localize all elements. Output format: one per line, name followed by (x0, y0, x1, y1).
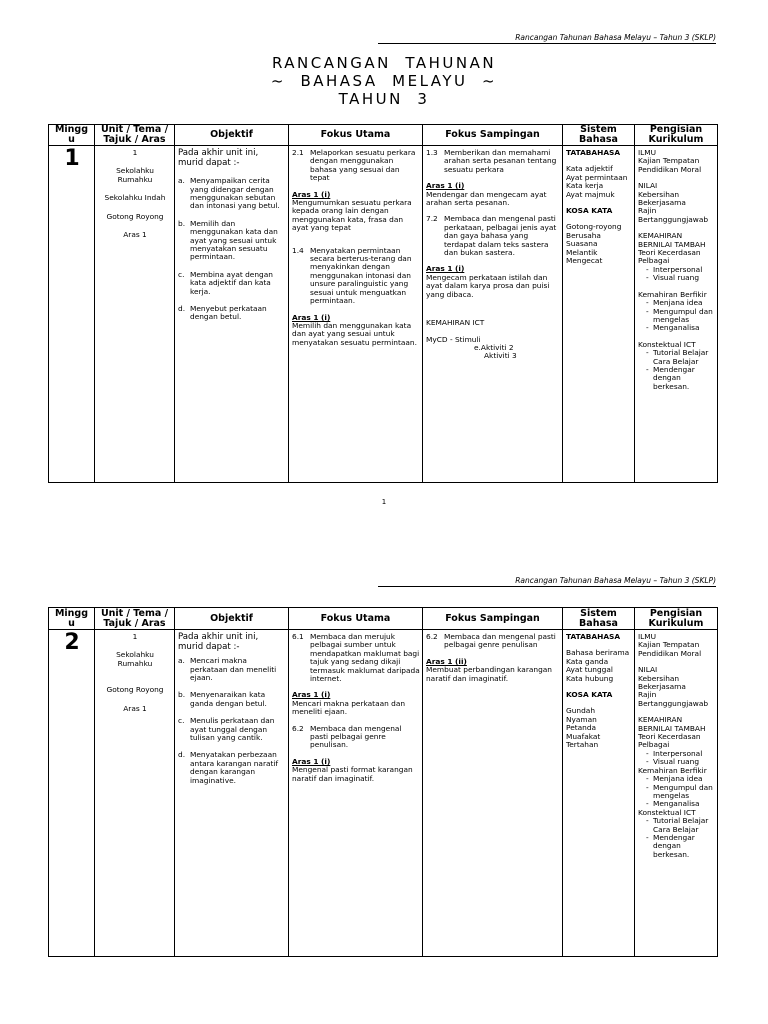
unit-number: 1 (132, 632, 138, 641)
standard-text: Membaca dan merujuk pelbagai sumber untuk mendapatkan maklumat bagi tajuk yang sedang dikaji termasuk maklumat daripada internet. (310, 632, 420, 684)
ilmu-heading: ILMU (638, 148, 657, 157)
standard-number: 7.2 (426, 214, 438, 224)
kontekstual-heading: Konstektual ICT (638, 807, 696, 817)
list-item: Muafakat (566, 731, 601, 741)
standard-number: 2.1 (292, 148, 304, 157)
list-item: Kata kerja (566, 181, 604, 191)
tatabahasa-heading: TATABAHASA (566, 632, 621, 641)
objective-text: Menyebut perkataan dengan betul. (190, 304, 267, 322)
unit-cell (95, 146, 175, 483)
ict-line: Aktiviti 3 (484, 351, 517, 361)
objective-list (178, 657, 286, 785)
aras-label: Aras 1 (i) (292, 756, 331, 766)
standard-number: 6.2 (426, 632, 438, 641)
list-item: Berusaha (566, 230, 601, 240)
kecerdasan-heading: Teori Kecerdasan Pelbagai (638, 732, 701, 750)
ict-line: e.Aktiviti 2 (474, 342, 514, 352)
nilai-heading: NILAI (638, 181, 658, 191)
objective-intro: Pada akhir unit ini, murid dapat :- (178, 148, 259, 168)
list-item (178, 176, 286, 211)
objective-text: Menyampaikan cerita yang didengar dengan menggunakan sebutan dan intonasi yang betul. (190, 176, 280, 211)
aras-text: Mencari makna perkataan dan meneliti ejaan. (292, 698, 406, 717)
sistem-bahasa-cell (563, 146, 635, 483)
standard-item (292, 149, 420, 183)
aras-label: Aras 1 (i) (426, 264, 465, 274)
aras-text: Membuat perbandingan karangan naratif dan imaginatif. (426, 665, 552, 683)
list-item: Gotong-royong (566, 222, 622, 232)
plan-table-week-2 (48, 607, 718, 957)
objective-list (178, 177, 286, 322)
standard-number: 1.3 (426, 148, 438, 157)
table-row (49, 630, 718, 957)
standard-item (292, 247, 420, 306)
list-item: Bertanggungjawab (638, 214, 709, 224)
list-item: - Visual ruang (646, 274, 715, 282)
list-item: Bekerjasama (638, 682, 686, 692)
aras-label: Aras 1 (ii) (426, 656, 467, 666)
berfikir-list (638, 299, 715, 333)
list-item (178, 269, 286, 296)
kontekstual-list (638, 349, 715, 391)
aras-label: Aras 1 (i) (292, 690, 331, 700)
list-item: Pendidikan Moral (638, 648, 702, 658)
objective-letter: b. (178, 218, 186, 228)
kontekstual-heading: Konstektual ICT (638, 339, 696, 349)
col-header-unit: Unit / Tema / Tajuk / Aras (95, 608, 175, 630)
standard-item (426, 215, 560, 257)
objektif-cell (175, 630, 289, 957)
fokus-utama-cell (289, 146, 423, 483)
objective-intro: Pada akhir unit ini, murid dapat :- (178, 632, 259, 652)
standard-item (426, 633, 560, 650)
title-line-3: TAHUN 3 (338, 90, 430, 108)
unit-tajuk-2: Gotong Royong (106, 211, 164, 221)
objective-letter: b. (178, 690, 186, 700)
running-head: Rancangan Tahunan Bahasa Melayu – Tahun 3 (SKLP) (515, 576, 716, 585)
kecerdasan-heading: Teori Kecerdasan Pelbagai (638, 248, 701, 266)
list-item: - Mendengar dengan berkesan. (646, 366, 715, 391)
aras-text: Memilih dan menggunakan kata dan ayat yang sesuai untuk menyatakan sesuatu permintaan. (292, 320, 417, 347)
unit-tajuk: Gotong Royong (106, 685, 164, 695)
unit-cell (95, 630, 175, 957)
standard-item (426, 149, 560, 174)
week-number: 2 (49, 630, 95, 957)
list-item: Bertanggungjawab (638, 698, 709, 708)
unit-aras: Aras 1 (123, 230, 147, 240)
standard-item (292, 633, 420, 683)
fokus-utama-cell (289, 630, 423, 957)
list-item: - Mengumpul dan mengelas (646, 784, 715, 801)
standard-text: Membaca dan mengenal pasti perkataan, pelbagai jenis ayat dan gaya bahasa yang terdapat dalam teks sastera dan bukan sastera. (444, 214, 557, 258)
list-item: - Interpersonal (646, 750, 715, 758)
unit-aras: Aras 1 (123, 703, 147, 713)
nilai-heading: NILAI (638, 665, 658, 675)
list-item: Nyaman (566, 714, 597, 724)
list-item: Gundah (566, 706, 595, 716)
standard-text: Membaca dan mengenal pasti pelbagai genre penulisan (444, 632, 556, 650)
kontekstual-list (638, 817, 715, 859)
berfikir-heading: Kemahiran Berfikir (638, 289, 707, 299)
col-header-fokus-utama: Fokus Utama (289, 125, 423, 146)
aras-label: Aras 1 (i) (292, 189, 331, 199)
page-number: 1 (381, 498, 387, 506)
list-item: Kata ganda (566, 656, 609, 666)
objective-letter: d. (178, 304, 186, 314)
aras-text: Mengecam perkataan istilah dan ayat dalam karya prosa dan puisi yang dibaca. (426, 272, 550, 299)
objektif-cell (175, 146, 289, 483)
list-item: Ayat tunggal (566, 665, 613, 675)
header-rule (378, 586, 716, 587)
header-row (49, 125, 718, 146)
col-header-unit: Unit / Tema / Tajuk / Aras (95, 125, 175, 146)
objective-letter: a. (178, 656, 185, 666)
list-item: - Tutorial Belajar Cara Belajar (646, 817, 715, 834)
col-header-minggu: Mingg u (49, 608, 95, 630)
pengisian-cell (635, 630, 718, 957)
standard-text: Memberikan dan memahami arahan serta pesanan tentang sesuatu perkara (444, 148, 557, 174)
objective-text: Mencari makna perkataan dan meneliti ejaan. (190, 656, 277, 682)
standard-text: Menyatakan permintaan secara berterus-terang dan menyakinkan dengan menggunakan intonasi dan unsure paralinguistic yang sesuai untuk menguatkan permintaan. (310, 245, 412, 306)
objective-text: Menulis perkataan dan ayat tunggal dengan tulisan yang cantik. (190, 716, 275, 743)
list-item: Bekerjasama (638, 198, 686, 208)
objective-letter: c. (178, 716, 185, 726)
list-item: - Menganalisa (646, 800, 715, 808)
list-item: Rajin (638, 690, 657, 700)
standard-number: 6.1 (292, 632, 304, 641)
kemahiran-heading: KEMAHIRAN BERNILAI TAMBAH (638, 715, 706, 733)
aras-text: Mengumumkan sesuatu perkara kepada orang lain dengan menggunakan kata, frasa dan ayat yang tepat (292, 198, 412, 233)
kemahiran-heading: KEMAHIRAN BERNILAI TAMBAH (638, 231, 706, 249)
list-item: Ayat majmuk (566, 189, 615, 199)
aras-text: Mengenal pasti format karangan naratif dan imaginatif. (292, 765, 413, 783)
list-item (178, 656, 286, 682)
objective-text: Membina ayat dengan kata adjektif dan kata kerja. (190, 269, 273, 296)
list-item (178, 218, 286, 262)
ict-heading: KEMAHIRAN ICT (426, 318, 485, 328)
col-header-pengisian: Pengisian Kurikulum (635, 125, 718, 146)
week-number: 1 (49, 146, 95, 483)
kecerdasan-list (638, 266, 715, 283)
berfikir-list (638, 775, 715, 809)
header-rule (378, 43, 716, 44)
unit-tema: Sekolahku Rumahku (116, 650, 154, 668)
list-item: Kajian Tempatan (638, 640, 700, 650)
list-item: - Visual ruang (646, 758, 715, 766)
list-item: Kebersihan (638, 189, 680, 199)
unit-tema: Sekolahku Rumahku (116, 166, 154, 184)
objective-text: Menyenaraikan kata ganda dengan betul. (190, 690, 267, 708)
list-item: Mengecat (566, 256, 603, 266)
list-item (178, 690, 286, 708)
list-item: Pendidikan Moral (638, 164, 702, 174)
standard-item (292, 725, 420, 750)
pengisian-cell (635, 146, 718, 483)
fokus-sampingan-cell (423, 146, 563, 483)
plan-table-week-1 (48, 124, 718, 483)
standard-text: Melaporkan sesuatu perkara dengan menggunakan bahasa yang sesuai dan tepat (310, 148, 416, 183)
list-item: Melantik (566, 247, 598, 257)
unit-number: 1 (132, 148, 138, 157)
col-header-objektif: Objektif (175, 125, 289, 146)
document-title (0, 54, 768, 108)
list-item: Kebersihan (638, 673, 680, 683)
title-line-1: RANCANGAN TAHUNAN (271, 54, 497, 72)
aras-text: Mendengar dan mengecam ayat arahan serta pesanan. (426, 189, 547, 208)
sistem-bahasa-cell (563, 630, 635, 957)
standard-text: Membaca dan mengenal pasti pelbagai genre penulisan. (310, 723, 402, 750)
aras-label: Aras 1 (i) (292, 312, 331, 322)
list-item: Rajin (638, 206, 657, 216)
list-item: - Menganalisa (646, 324, 715, 332)
kosa-kata-heading: KOSA KATA (566, 690, 613, 700)
aras-label: Aras 1 (i) (426, 181, 465, 191)
objective-text: Menyatakan perbezaan antara karangan naratif dengan karangan imaginative. (190, 750, 279, 785)
tatabahasa-heading: TATABAHASA (566, 148, 621, 157)
title-line-2: ~ BAHASA MELAYU ~ (270, 72, 498, 90)
col-header-fokus-utama: Fokus Utama (289, 608, 423, 630)
table-row (49, 146, 718, 483)
berfikir-heading: Kemahiran Berfikir (638, 765, 707, 775)
list-item: Kajian Tempatan (638, 156, 700, 166)
col-header-fokus-sampingan: Fokus Sampingan (423, 125, 563, 146)
list-item: - Mengumpul dan mengelas (646, 308, 715, 325)
list-item (178, 304, 286, 322)
objective-text: Memilih dan menggunakan kata dan ayat yang sesuai untuk menyatakan sesuatu permintaan. (190, 218, 278, 262)
col-header-minggu: Mingg u (49, 125, 95, 146)
standard-number: 1.4 (292, 245, 304, 255)
objective-letter: d. (178, 750, 186, 760)
list-item: Ayat permintaan (566, 172, 628, 182)
ict-line: MyCD - Stimuli (426, 334, 481, 344)
list-item: - Menjana idea (646, 299, 715, 307)
running-head: Rancangan Tahunan Bahasa Melayu – Tahun 3 (SKLP) (515, 33, 716, 42)
list-item: Tertahan (566, 740, 599, 750)
fokus-sampingan-cell (423, 630, 563, 957)
list-item: - Mendengar dengan berkesan. (646, 834, 715, 859)
kecerdasan-list (638, 750, 715, 767)
kosa-kata-heading: KOSA KATA (566, 206, 613, 216)
objective-letter: a. (178, 176, 185, 186)
col-header-sistem-bahasa: Sistem Bahasa (563, 125, 635, 146)
standard-number: 6.2 (292, 723, 304, 733)
list-item: - Tutorial Belajar Cara Belajar (646, 349, 715, 366)
list-item (178, 750, 286, 785)
header-row (49, 608, 718, 630)
col-header-pengisian: Pengisian Kurikulum (635, 608, 718, 630)
list-item: Kata hubung (566, 673, 614, 683)
col-header-objektif: Objektif (175, 608, 289, 630)
col-header-sistem-bahasa: Sistem Bahasa (563, 608, 635, 630)
list-item (178, 716, 286, 743)
list-item: Suasana (566, 239, 598, 249)
list-item: Kata adjektif (566, 164, 613, 174)
objective-letter: c. (178, 269, 185, 279)
list-item: - Interpersonal (646, 266, 715, 274)
unit-tajuk: Sekolahku Indah (104, 193, 166, 203)
ilmu-heading: ILMU (638, 632, 657, 641)
list-item: Bahasa berirama (566, 648, 630, 658)
col-header-fokus-sampingan: Fokus Sampingan (423, 608, 563, 630)
list-item: - Menjana idea (646, 775, 715, 783)
list-item: Petanda (566, 723, 597, 733)
